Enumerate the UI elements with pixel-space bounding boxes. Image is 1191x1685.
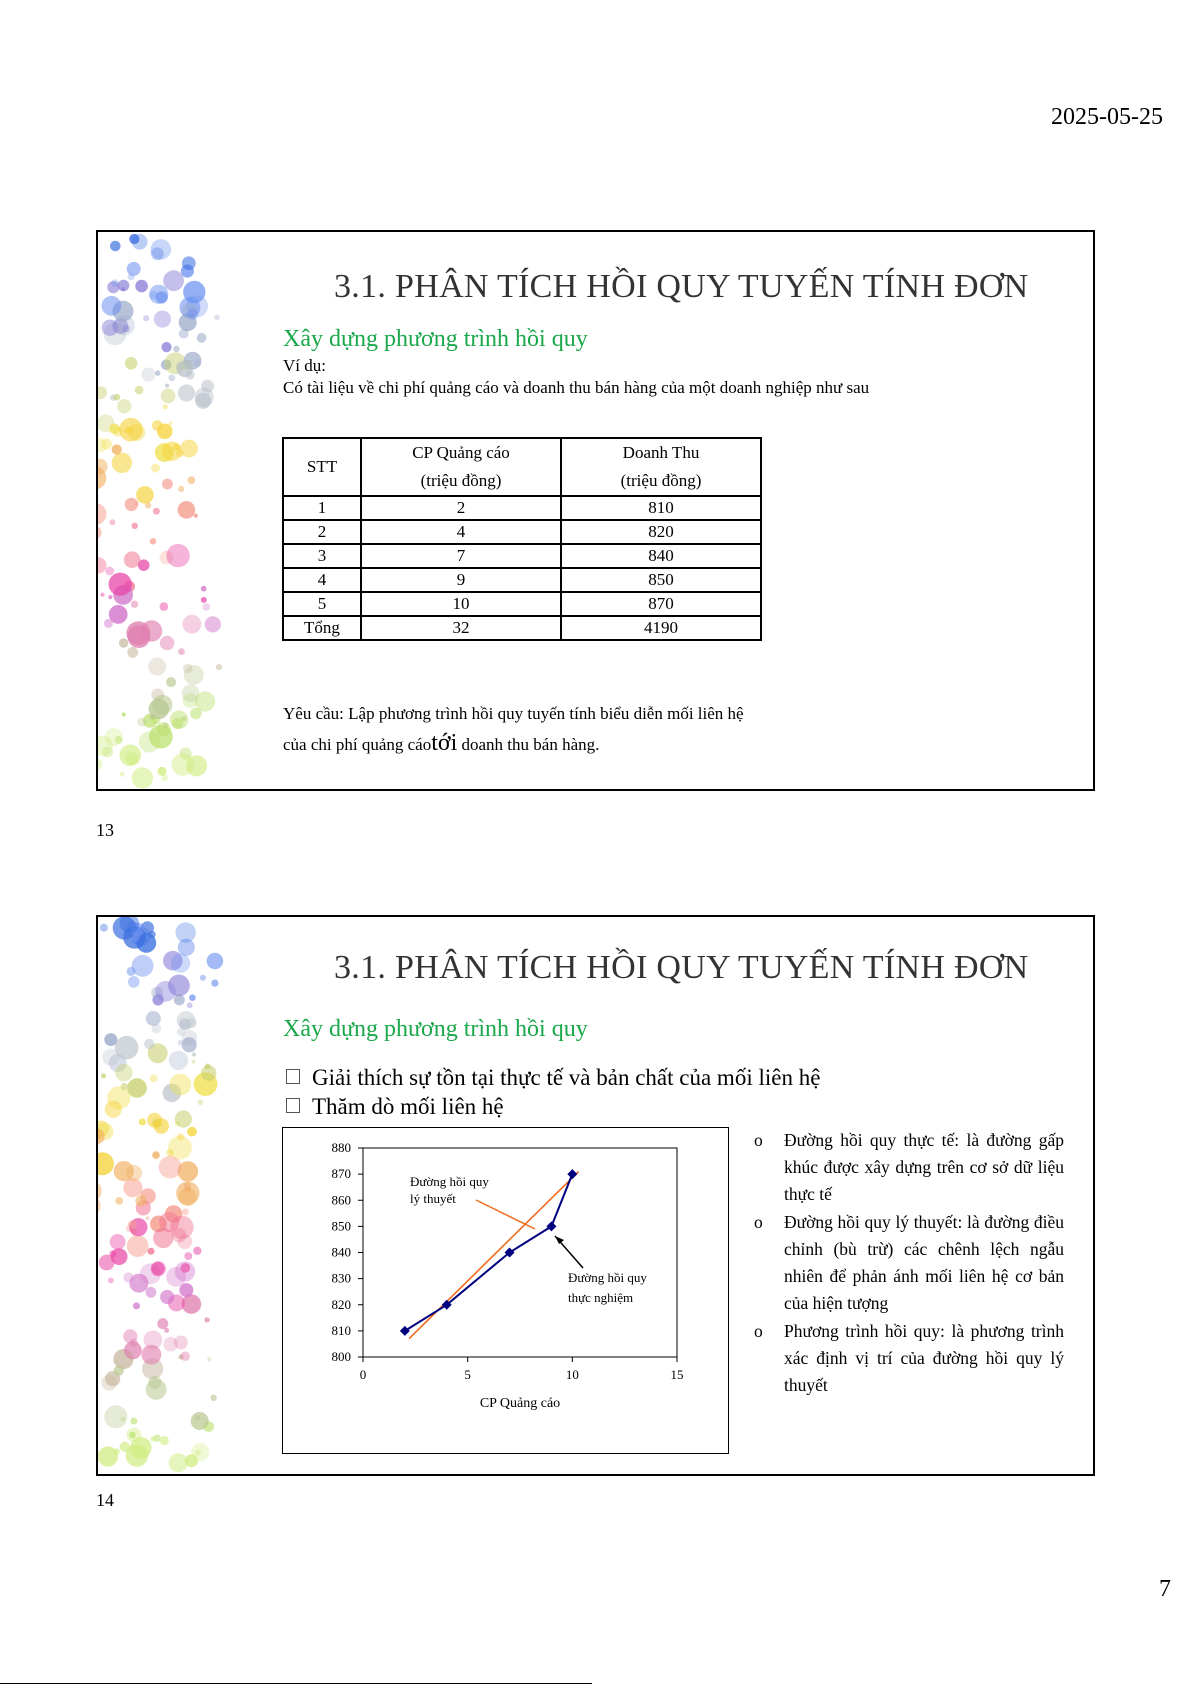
cell-cp: 7 [361, 544, 561, 568]
bubble [170, 711, 188, 729]
bubble [176, 922, 196, 942]
bubble [163, 270, 184, 291]
bubble [169, 1051, 188, 1070]
bubble [200, 975, 206, 981]
cell-cp: 4 [361, 520, 561, 544]
bubble [112, 444, 122, 454]
bubble [124, 551, 141, 568]
header-revenue-label: Doanh Thu [622, 443, 700, 462]
bubble [189, 994, 196, 1001]
bubble [207, 1357, 211, 1361]
bubble [211, 980, 218, 987]
bubble [204, 1317, 209, 1322]
bubble [178, 384, 195, 401]
slide-number: 14 [96, 1490, 114, 1510]
annotation-line: lý thuyết [410, 1191, 456, 1206]
bubble [114, 315, 134, 335]
bubble [146, 1216, 150, 1220]
x-tick-label: 10 [565, 1367, 579, 1382]
bubble [133, 1302, 140, 1309]
x-tick-label: 0 [359, 1367, 367, 1382]
bubble [160, 636, 175, 651]
bubble [98, 503, 107, 525]
cell-stt: 4 [283, 568, 361, 592]
note-item [754, 1127, 1064, 1208]
cell-cp: 10 [361, 592, 561, 616]
bubble [141, 368, 155, 382]
bubble [198, 1099, 204, 1105]
bubble [181, 1263, 191, 1273]
bubble [100, 924, 108, 932]
bubble [109, 573, 132, 596]
bubble [201, 586, 207, 592]
bubble [114, 1366, 124, 1376]
bubble [104, 1405, 127, 1428]
header-date: 2025-05-25 [1051, 104, 1163, 130]
bubble [210, 1395, 216, 1401]
bubble [166, 1149, 173, 1156]
data-point [400, 1326, 410, 1336]
arrow-head-icon [555, 1236, 564, 1244]
header-revenue [561, 438, 761, 496]
bubble [113, 394, 120, 401]
bubble [109, 605, 128, 624]
cell-stt: 1 [283, 496, 361, 520]
bubble [191, 1443, 209, 1461]
bubble [148, 658, 166, 676]
bubble [125, 357, 138, 370]
bubble [110, 1234, 126, 1250]
cell-stt: Tổng [283, 616, 361, 640]
bubble [149, 699, 169, 719]
bubble [187, 309, 198, 320]
bubble [117, 399, 131, 413]
bubble [193, 1247, 201, 1255]
bubble [177, 361, 194, 378]
notes-list [754, 1127, 1064, 1400]
y-tick-label: 830 [331, 1270, 351, 1286]
bubble [151, 1262, 164, 1275]
bubble [159, 1156, 182, 1179]
bubble [135, 1195, 146, 1206]
bubble [194, 513, 198, 517]
table-header-row [283, 438, 761, 496]
bubble [151, 247, 164, 260]
intro-text: Có tài liệu về chi phí quảng cáo và doanh thu bán hàng của một doanh nghiệp như sau [283, 378, 870, 397]
request-text-c: doanh thu bán hàng. [457, 735, 600, 754]
bubble [182, 1037, 197, 1052]
bubble-decoration [98, 232, 238, 791]
cell-stt: 5 [283, 592, 361, 616]
cell-revenue: 820 [561, 520, 761, 544]
note-marker: o [754, 1321, 763, 1341]
page-number: 7 [1159, 1576, 1171, 1602]
bubble [127, 647, 138, 658]
bubble [152, 420, 163, 431]
bubble [98, 526, 102, 539]
bubble [191, 1060, 195, 1064]
bubble [205, 616, 221, 632]
bubble [146, 1287, 157, 1298]
bubble [98, 1446, 118, 1466]
note-text: Đường hồi quy lý thuyết: là đường điều chỉnh (bù trừ) các chênh lệch ngẫu nhiên để phản ánh mối liên hệ cơ bản của hiện tượng [784, 1212, 1064, 1313]
bubble [119, 638, 128, 647]
bubble [178, 486, 184, 492]
annotation-line: thực nghiệm [568, 1290, 634, 1305]
bubble [172, 753, 195, 776]
slide-subtitle: Xây dựng phương trình hồi quy [283, 1016, 588, 1042]
bubble [98, 758, 102, 770]
bubble [160, 602, 169, 611]
data-point [546, 1221, 556, 1231]
bubble [180, 1351, 190, 1361]
slide-13 [96, 230, 1095, 791]
bubble [203, 603, 211, 611]
bubble [175, 1110, 192, 1127]
bubble [127, 1235, 149, 1257]
checkbox-bullet-icon [286, 1069, 300, 1084]
bubble [102, 296, 122, 316]
bubble [154, 1118, 169, 1133]
request-text-b: tới [431, 730, 458, 756]
bubble [109, 424, 120, 435]
bubble [144, 1039, 154, 1049]
bubble [101, 1375, 117, 1391]
bubble [139, 1118, 146, 1125]
bubble [160, 1290, 174, 1304]
annotation-empirical [568, 1270, 647, 1305]
bubble [214, 315, 220, 321]
regression-chart [283, 1128, 728, 1453]
bubble [98, 1152, 114, 1175]
bubble [128, 976, 140, 988]
bubble [136, 486, 154, 504]
bubble [178, 1040, 183, 1045]
bubble [121, 1083, 128, 1090]
bubble [179, 329, 189, 339]
bubble [156, 722, 170, 736]
bubble [110, 241, 121, 252]
bubble [195, 691, 215, 711]
bubble [154, 311, 171, 328]
bubble [135, 280, 148, 293]
bubble [129, 234, 139, 244]
bubble [179, 1283, 193, 1297]
data-point [567, 1169, 577, 1179]
bubble [171, 953, 190, 972]
bubble [123, 1272, 133, 1282]
bubble [126, 1444, 149, 1467]
bubble [98, 459, 108, 475]
bubble [160, 1436, 169, 1445]
bubble [99, 1255, 115, 1271]
bubble [114, 1161, 134, 1181]
bubble [127, 1078, 147, 1098]
y-tick-label: 800 [331, 1349, 351, 1364]
bubble [183, 615, 202, 634]
cell-revenue: 810 [561, 496, 761, 520]
bubble [201, 380, 214, 393]
bullet-text: Thăm dò mối liên hệ [312, 1094, 504, 1119]
bubble [101, 1073, 106, 1078]
bubble [188, 476, 196, 484]
bubble [178, 501, 196, 519]
bubble [173, 443, 180, 450]
note-item [754, 1318, 1064, 1399]
y-tick-label: 870 [331, 1166, 351, 1182]
bubble [180, 440, 198, 458]
bubble [105, 567, 114, 576]
bubble [201, 597, 207, 603]
cell-stt: 2 [283, 520, 361, 544]
bubble [108, 595, 112, 599]
bubble [146, 1379, 167, 1400]
bubble [135, 386, 144, 395]
bullet-item [286, 1094, 504, 1120]
bubble [192, 1052, 196, 1056]
bubble [115, 1064, 133, 1082]
bubble [163, 404, 168, 409]
bubble [149, 285, 168, 304]
bubble [137, 718, 146, 727]
bubble [125, 498, 138, 511]
bubble [126, 621, 150, 645]
bubble [151, 1436, 156, 1441]
cell-revenue: 840 [561, 544, 761, 568]
cell-revenue: 850 [561, 568, 761, 592]
table-row [283, 568, 761, 592]
bubble [105, 1101, 122, 1118]
bubble [168, 421, 172, 425]
table-total-row [283, 616, 761, 640]
bubble [129, 1352, 133, 1356]
y-tick-label: 840 [331, 1244, 351, 1260]
bubble [184, 665, 204, 685]
bubble [101, 439, 112, 450]
bubble [144, 1331, 163, 1350]
annotation-line: Đường hồi quy [568, 1270, 647, 1285]
bubble [162, 479, 173, 490]
y-tick-label: 820 [331, 1296, 351, 1312]
bubble [112, 453, 132, 473]
bubble [197, 333, 207, 343]
note-text: Đường hồi quy thực tế: là đường gấp khúc được xây dựng trên cơ sở dữ liệu thực tế [784, 1130, 1064, 1204]
bubble [184, 1252, 192, 1260]
header-cp-label: CP Quảng cáo [412, 443, 510, 462]
table-row [283, 592, 761, 616]
annotation-line: Đường hồi quy [410, 1174, 489, 1189]
bubble [143, 315, 149, 321]
bubble [187, 1003, 193, 1009]
bubble [123, 1329, 137, 1343]
bubble [168, 975, 190, 997]
bubble [124, 1342, 142, 1360]
bubble [155, 370, 160, 375]
bubble [132, 523, 138, 529]
bubble [129, 1432, 136, 1439]
bubble [127, 262, 141, 276]
bubble [128, 273, 135, 280]
bubble [207, 953, 224, 970]
y-tick-label: 880 [331, 1140, 351, 1155]
bubble [161, 342, 171, 352]
bubble [182, 1208, 189, 1215]
bubble [131, 601, 138, 608]
bubble [130, 1417, 137, 1424]
bubble [120, 745, 142, 767]
cell-stt: 3 [283, 544, 361, 568]
bubble [166, 677, 176, 687]
bubble [187, 1127, 197, 1137]
slide-subtitle: Xây dựng phương trình hồi quy [283, 326, 588, 352]
example-label: Ví dụ: [283, 356, 326, 375]
y-tick-label: 850 [331, 1218, 351, 1234]
bubble [127, 967, 136, 976]
note-item [754, 1209, 1064, 1317]
bubble [146, 1011, 161, 1026]
slide-number: 13 [96, 820, 114, 840]
bubble [148, 1248, 155, 1255]
bubble [169, 1074, 191, 1096]
header-cp-unit: (triệu đồng) [420, 471, 502, 490]
bubble-decoration [98, 917, 238, 1476]
bubble [150, 538, 156, 544]
bubble [128, 424, 145, 441]
bubble [115, 1036, 139, 1060]
bubble [165, 384, 169, 388]
note-marker: o [754, 1130, 763, 1150]
cell-cp: 9 [361, 568, 561, 592]
bubble [183, 281, 205, 303]
bullet-text: Giải thích sự tồn tại thực tế và bản chất của mối liên hệ [312, 1065, 821, 1090]
header-stt: STT [283, 438, 361, 496]
bubble [151, 464, 160, 473]
bubble [191, 1412, 209, 1430]
table-row [283, 520, 761, 544]
bubble [177, 1133, 184, 1140]
x-axis-label: CP Quảng cáo [479, 1396, 561, 1411]
bubble [98, 1180, 102, 1201]
bubble [98, 386, 107, 399]
bubble [121, 287, 125, 291]
bubble [131, 1229, 137, 1235]
slide-title: 3.1. PHÂN TÍCH HỒI QUY TUYẾN TÍNH ĐƠN [334, 268, 1029, 305]
bubble [158, 767, 167, 776]
bubble [109, 519, 115, 525]
bubble [187, 1018, 197, 1028]
bubble [108, 1278, 114, 1284]
bubble [182, 256, 196, 270]
bubble [169, 1453, 188, 1472]
bubble [163, 1337, 178, 1352]
bubble [132, 767, 153, 788]
slide-title: 3.1. PHÂN TÍCH HỒI QUY TUYẾN TÍNH ĐƠN [334, 949, 1029, 986]
bubble [164, 1328, 169, 1333]
x-tick-label: 5 [464, 1367, 471, 1382]
y-tick-label: 810 [331, 1322, 351, 1338]
bubble [149, 931, 156, 938]
cell-revenue: 870 [561, 592, 761, 616]
bubble [105, 728, 123, 746]
bubble [205, 1064, 211, 1070]
bubble [176, 1182, 199, 1205]
note-text: Phương trình hồi quy: là phương trình xác định vị trí của đường hồi quy lý thuyết [784, 1321, 1064, 1395]
bubble [104, 1033, 117, 1046]
bubble [115, 1197, 123, 1205]
table-row [283, 544, 761, 568]
footer-rule [0, 1683, 592, 1684]
bubble [195, 1415, 200, 1420]
bubble [139, 731, 160, 752]
bubble [159, 1212, 179, 1232]
bubble [157, 1318, 168, 1329]
x-tick-label: 15 [670, 1367, 684, 1382]
cell-revenue: 4190 [561, 616, 761, 640]
bubble [216, 664, 222, 670]
bubble [152, 1151, 160, 1159]
cell-cp: 32 [361, 616, 561, 640]
bubble [161, 389, 176, 404]
header-revenue-unit: (triệu đồng) [620, 471, 702, 490]
y-tick-label: 860 [331, 1192, 351, 1208]
request-text-a: của chi phí quảng cáo [283, 735, 432, 754]
bubble [150, 1075, 158, 1083]
bubble [122, 713, 126, 717]
bubble [166, 544, 189, 567]
bubble [178, 648, 185, 655]
header-cp [361, 438, 561, 496]
bubble [128, 1220, 137, 1229]
bubble [173, 346, 179, 352]
bubble [168, 375, 175, 382]
bubble [100, 593, 104, 597]
annotation-pointer [476, 1200, 535, 1229]
table-row [283, 496, 761, 520]
bubble [120, 772, 125, 777]
checkbox-bullet-icon [286, 1098, 300, 1113]
cell-cp: 2 [361, 496, 561, 520]
bubble [177, 1028, 186, 1037]
data-table [282, 437, 762, 641]
request-line-2 [283, 730, 599, 757]
bullet-item [286, 1065, 820, 1091]
chart-frame [282, 1127, 729, 1454]
slide-14 [96, 915, 1095, 1476]
request-line-1: Yêu cầu: Lập phương trình hồi quy tuyến tính biểu diễn mối liên hệ [283, 704, 744, 723]
bubble [153, 508, 160, 515]
note-marker: o [754, 1212, 763, 1232]
